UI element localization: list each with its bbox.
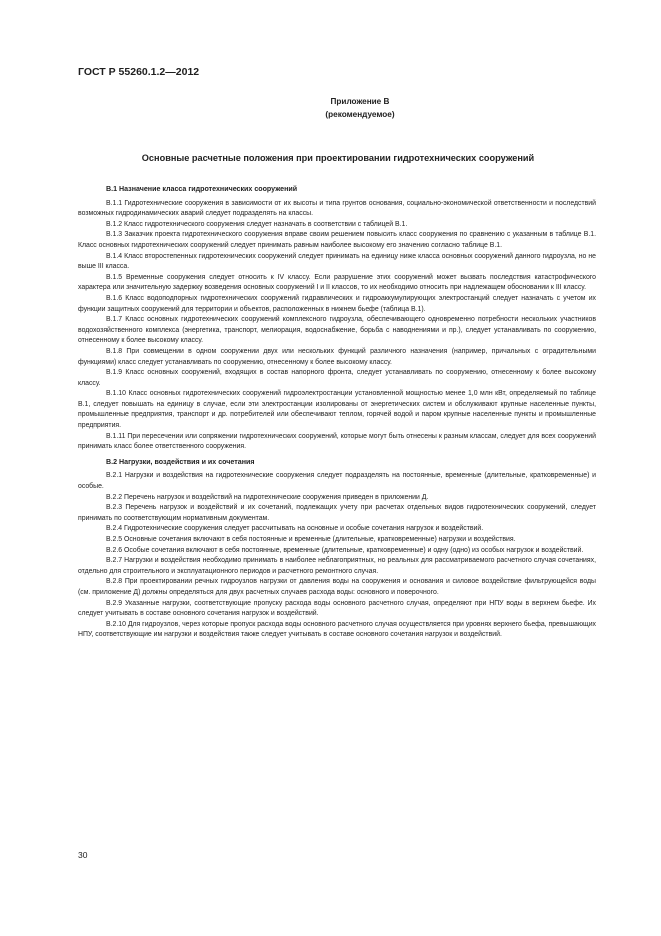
paragraph-b2-5: В.2.5 Основные сочетания включают в себя постоянные и временные (длительные, кратковременные) нагрузки и воздействия. [106,536,516,543]
section-heading-b1: В.1 Назначение класса гидротехнических сооружений [106,185,298,193]
paragraph-b1-4: В.1.4 Класс второстепенных гидротехнических сооружений следует принимать на единицу ниже класса основных сооружений данного гидроузла, но не выше III класса. [78,252,596,271]
standard-header: ГОСТ Р 55260.1.2—2012 [78,66,200,78]
paragraph-b2-4: В.2.4 Гидротехнические сооружения следует рассчитывать на основные и особые сочетания нагрузок и воздействий. [106,525,484,533]
appendix-subtitle: (рекомендуемое) [325,110,395,119]
paragraph-b1-8: В.1.8 При совмещении в одном сооружении двух или нескольких функций различного назначения (например, причальных с оградительными функциями) класс следует устанавливать по сооружению, отнесенному к более высокому классу. [78,347,596,366]
paragraph-b1-9: В.1.9 Класс основных сооружений, входящих в состав напорного фронта, следует устанавливать по сооружению, отнесенному к более высокому классу. [78,369,596,387]
paragraph-b1-11: В.1.11 При пересечении или сопряжении гидротехнических сооружений, которые могут быть отнесены к разным классам, следует для всех сооружений принимать класс более ответственного сооружения. [78,432,596,451]
paragraph-b1-2: В.1.2 Класс гидротехнического сооружения следует назначать в соответствии с таблицей В.1. [106,220,408,228]
paragraph-b1-6: В.1.6 Класс водоподпорных гидротехнических сооружений гидравлических и гидроаккумулирующих электростанций следует назначать с учетом их функции защитных сооружений для территории и объектов, расположенных в нижнем бьефе (таблица В.1). [78,294,596,313]
paragraph-b2-9: В.2.9 Указанные нагрузки, соответствующие пропуску расхода воды основного расчетного случая, определяют при НПУ воды в верхнем бьефе. Их следует учитывать в составе основного сочетания нагрузок и воздействий. [78,599,596,618]
paragraph-b1-7: В.1.7 Класс основных гидротехнических сооружений комплексного гидроузла, обеспечивающего одновременно потребности нескольких участников водохозяйственного комплекса (энергетика, транспорт, мелиорация, водоснабжение, борьба с наводнениями и пр.), следует устанавливать по сооружению, отнесенному к более высокому классу. [78,316,596,345]
paragraph-b1-3: В.1.3 Заказчик проекта гидротехнического сооружения вправе своим решением повысить класс сооружения по сравнению с указанным в таблице В.1. Класс основных гидротехнических сооружений следует принимать равным наиболее высокому его значению согласно таблице В.1. [78,231,596,249]
paragraph-b1-10: В.1.10 Класс основных гидротехнических сооружений гидроэлектростанции установленной мощностью менее 1,0 млн кВт, определяемый по таблице В.1, следует повышать на единицу в случае, если эти электростанции изолированы от энергетических систем и обслуживают крупные населенные пункты, промышленные предприятия, транспорт и др. потребителей или обеспечивают теплом, горячей водой и паром крупные населенные пункты и промышленные предприятия. [78,390,596,430]
main-title: Основные расчетные положения при проектировании гидротехнических сооружений [141,153,535,163]
document-body [78,184,596,641]
appendix-title: Приложение В [330,97,390,106]
paragraph-b2-1: В.2.1 Нагрузки и воздействия на гидротехнические сооружения следует подразделять на постоянные, временные (длительные, кратковременные) и особые. [78,472,596,491]
page-number: 30 [78,850,88,860]
paragraph-b1-5: В.1.5 Временные сооружения следует относить к IV классу. Если разрушение этих сооружений может вызвать последствия катастрофического характера или значительную задержку возведения основных сооружений I и II классов, то их необходимо относить при надлежащем обосновании к III классу. [78,273,596,292]
paragraph-b2-2: В.2.2 Перечень нагрузок и воздействий на гидротехнические сооружения приведен в приложении Д. [106,493,429,501]
paragraph-b2-8: В.2.8 При проектировании речных гидроузлов нагрузки от давления воды на сооружения и основания и силовое воздействие фильтрующейся воды (см. приложение Д) должны определяться для двух расчетных случаев расхода воды: основного и поверочного. [78,578,596,596]
paragraph-b2-10: В.2.10 Для гидроузлов, через которые пропуск расхода воды основного расчетного случая осуществляется при уровнях верхнего бьефа, превышающих НПУ, соответствующие им нагрузки и воздействия также следует учитывать в составе основного сочетания нагрузок и воздействий. [78,620,596,639]
paragraph-b1-1: В.1.1 Гидротехнические сооружения в зависимости от их высоты и типа грунтов основания, социально-экономической ответственности и последствий возможных гидродинамических аварий следует подразделять на классы. [78,199,596,218]
paragraph-b2-6: В.2.6 Особые сочетания включают в себя постоянные, временные (длительные, кратковременные) и одну (одно) из особых нагрузок и воздействий. [106,546,584,554]
paragraph-b2-7: В.2.7 Нагрузки и воздействия необходимо принимать в наиболее неблагоприятных, но реальных для рассматриваемого расчетного случая сочетаниях, отдельно для строительного и эксплуатационного периодов и расчетного ремонтного случая. [78,557,596,575]
paragraph-b2-3: В.2.3 Перечень нагрузок и воздействий и их сочетаний, подлежащих учету при расчетах отдельных видов гидротехнических сооружений, следует принимать по соответствующим нормативным документам. [78,504,596,522]
appendix-heading [300,95,420,121]
section-heading-b2: В.2 Нагрузки, воздействия и их сочетания [106,457,255,466]
